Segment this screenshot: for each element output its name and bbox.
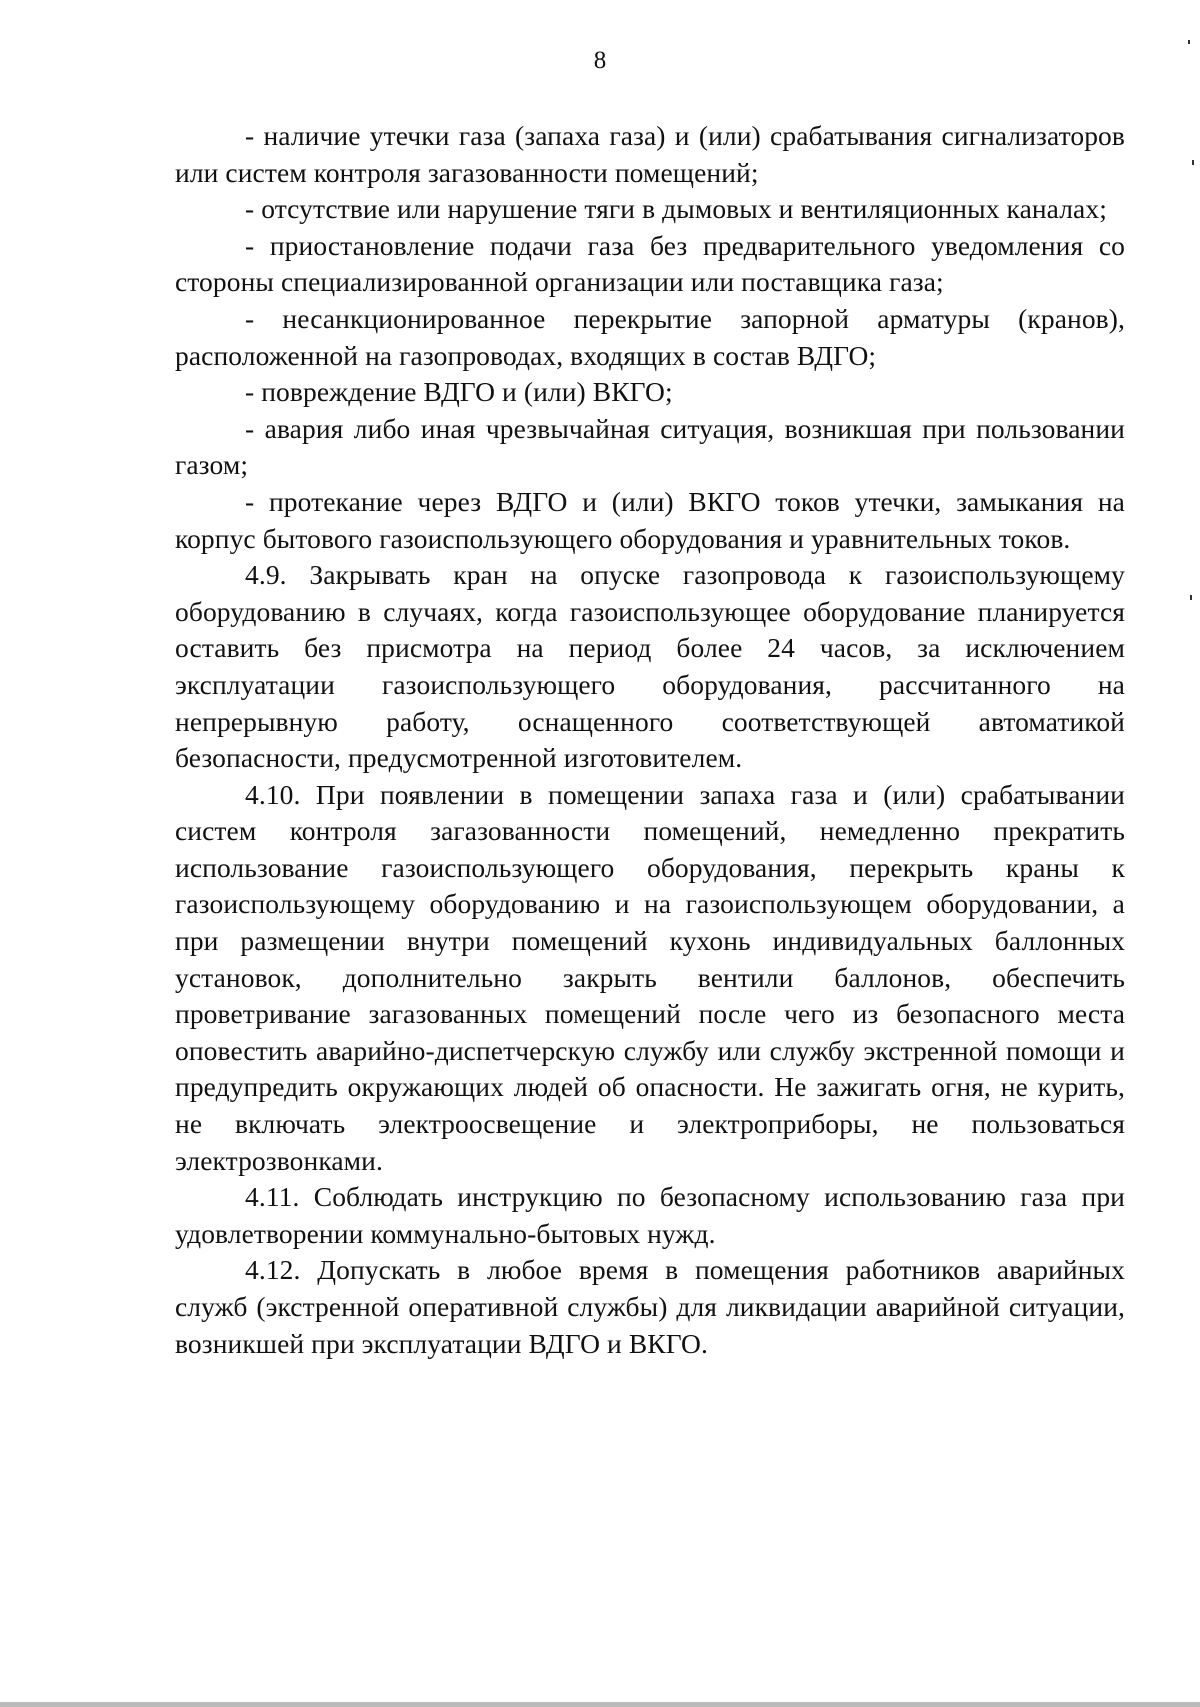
- clause-4-10: 4.10. При появлении в помещении запаха газа и (или) срабатывании систем контроля загазованности помещений, немедленно прекратить использование газоиспользующего оборудования, перекрыть краны к газоиспользующему оборудованию и на газоиспользующем оборудовании, а при размещении внутри помещений кухонь индивидуальных баллонных установок, дополнительно закрыть вентили баллонов, обеспечить проветривание загазованных помещений после чего из безопасного места оповестить аварийно-диспетчерскую службу или службу экстренной помощи и предупредить окружающих людей об опасности. Не зажигать огня, не курить, не включать электроосвещение и электроприборы, не пользоваться электрозвонками.: [175, 778, 1125, 1176]
- list-item-unauthorized-shutoff: - несанкционированное перекрытие запорной арматуры (кранов), расположенной на газопроводах, входящих в состав ВДГО;: [175, 302, 1125, 371]
- scan-bottom-edge: [0, 1702, 1200, 1707]
- list-item-draft-failure: - отсутствие или нарушение тяги в дымовых и вентиляционных каналах;: [245, 193, 1107, 225]
- scan-mark: [1190, 595, 1192, 600]
- list-item-gas-leak: - наличие утечки газа (запаха газа) и (или) срабатывания сигнализаторов или систем контроля загазованности помещений;: [175, 120, 1125, 188]
- clause-4-9: 4.9. Закрывать кран на опуске газопровода к газоиспользующему оборудованию в случаях, когда газоиспользующее оборудование планируется оставить без присмотра на период более 24 часов, за исключением эксплуатации газоиспользующего оборудования, рассчитанного на непрерывную работу, оснащенного соответствующей автоматикой безопасности, предусмотренной изготовителем.: [175, 559, 1125, 774]
- list-item-emergency: - авария либо иная чрезвычайная ситуация, возникшая при пользовании газом;: [175, 412, 1125, 481]
- list-item-equipment-damage: - повреждение ВДГО и (или) ВКГО;: [245, 376, 673, 408]
- list-item-leakage-currents: - протекание через ВДГО и (или) ВКГО токов утечки, замыкания на корпус бытового газоиспользующего оборудования и уравнительных токов.: [175, 485, 1125, 554]
- clause-4-12: 4.12. Допускать в любое время в помещения работников аварийных служб (экстренной оперативной службы) для ликвидации аварийной ситуации, возникшей при эксплуатации ВДГО и ВКГО.: [175, 1254, 1125, 1359]
- list-item-supply-suspension: - приостановление подачи газа без предварительного уведомления со стороны специализированной организации или поставщика газа;: [175, 229, 1125, 298]
- page-number: 8: [593, 47, 607, 74]
- scan-mark: [1192, 160, 1194, 165]
- clause-4-11: 4.11. Соблюдать инструкцию по безопасному использованию газа при удовлетворении коммунально-бытовых нужд.: [175, 1181, 1125, 1249]
- document-body: [175, 118, 1125, 1362]
- scan-mark: [1188, 40, 1190, 44]
